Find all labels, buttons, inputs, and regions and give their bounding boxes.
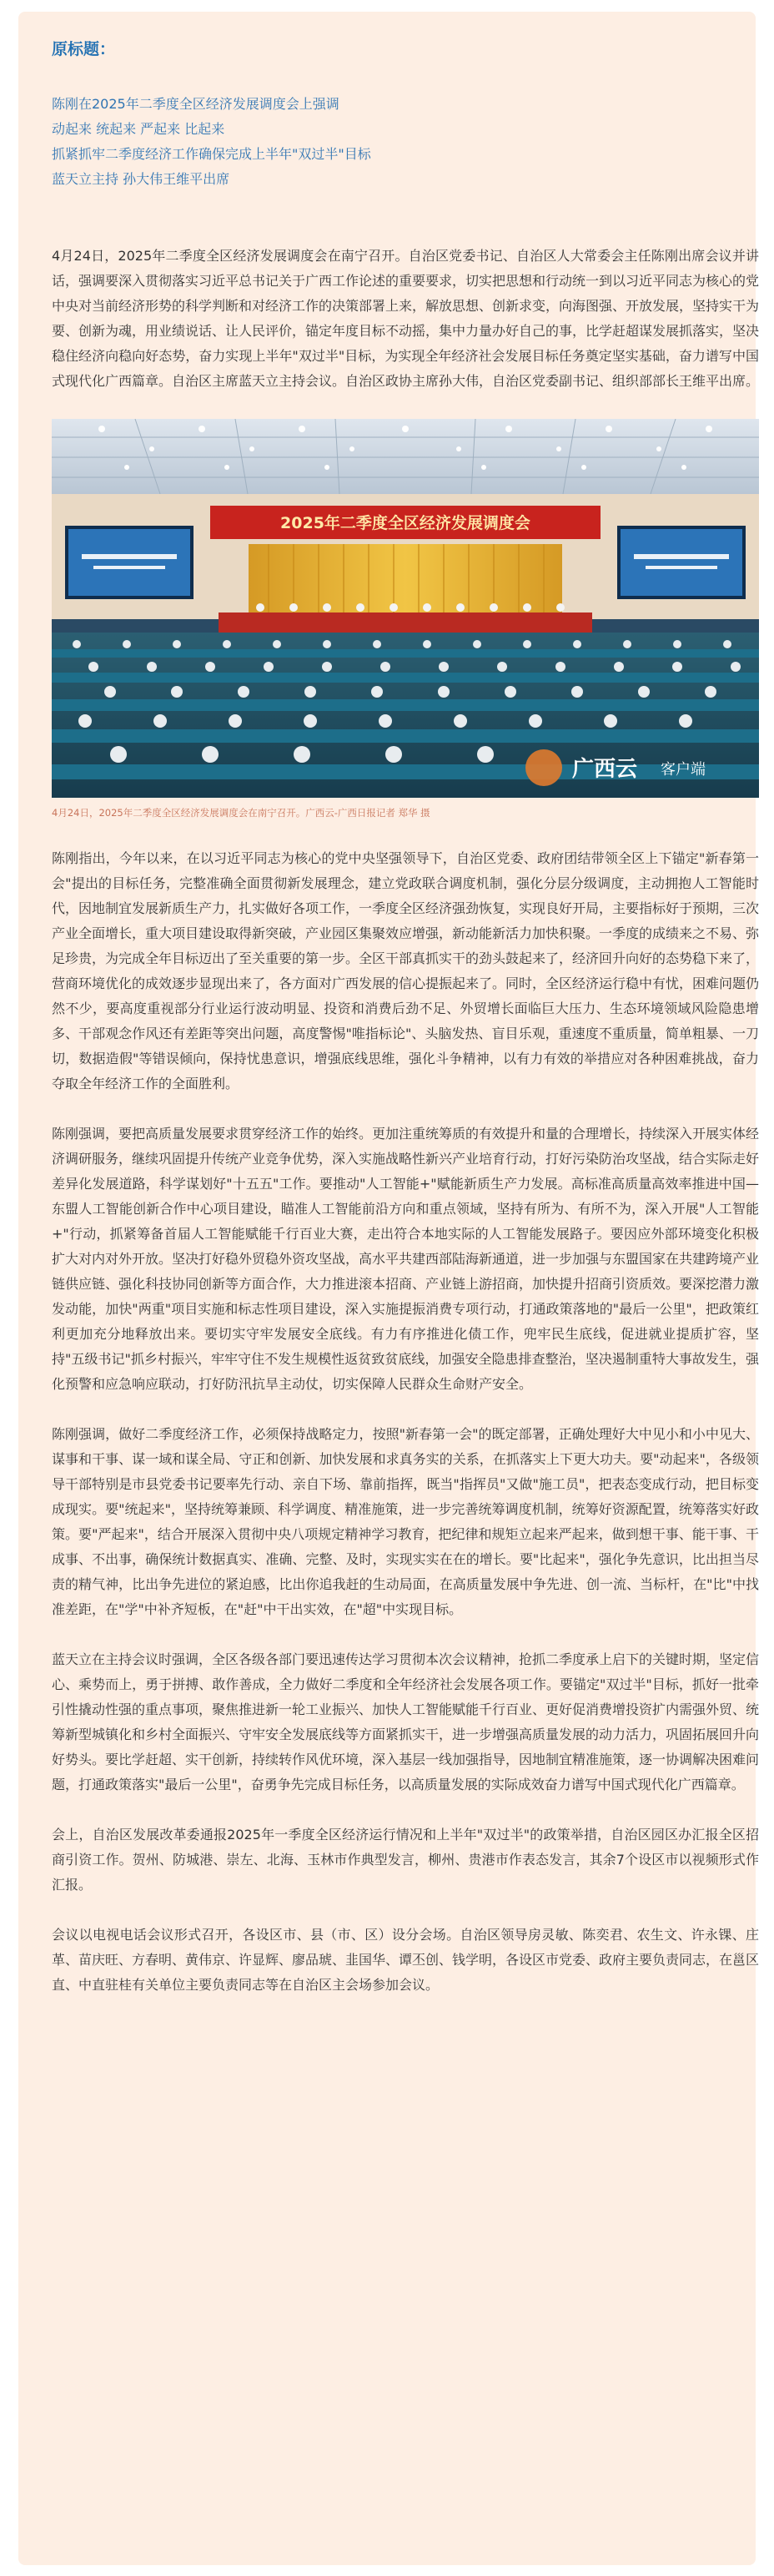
original-title-label: 原标题： xyxy=(52,40,116,58)
banner-text: 2025年二季度全区经济发展调度会 xyxy=(280,514,530,532)
paragraph-intro: 4月24日，2025年二季度全区经济发展调度会在南宁召开。自治区党委书记、自治区人大常委会主任陈刚出席会议并讲话，强调要深入贯彻落实习近平总书记关于广西工作论述的重要要求，切实把思想和行动统一到以习近平同志为核心的党中央对当前经济形势的科学判断和对经济工作的决策部署上来，解放思想、创新求变，向海图强、开放发展，坚持实干为要、创新为魂，用业绩说话、让人民评价，锚定年度目标不动摇，集中力量办好自己的事，比学赶超谋发展抓落实，坚决稳住经济向稳向好态势，奋力实现上半年"双过半"目标，为实现全年经济社会发展目标任务奠定坚实基础，奋力谱写中国式现代化广西篇章。自治区主席蓝天立主持会议。自治区政协主席孙大伟，自治区党委副书记、组织部部长王维平出席。 xyxy=(52,248,760,389)
watermark-text: 广西云 xyxy=(572,757,638,782)
paragraph-requirements: 陈刚强调，做好二季度经济工作，必须保持战略定力，按照"新春第一会"的既定部署，正确处理好大中见小和小中见大、谋事和干事、谋一域和谋全局、守正和创新、加快发展和求真务实的关系，在抓落实上下更大功夫。要"动起来"，各级领导干部特别是市县党委书记要率先行动、亲自下场、靠前指挥，既当"指挥员"又做"施工员"，把表态变成行动，把目标变成现实。要"统起来"，坚持统筹兼顾、科学调度、精准施策，进一步完善统筹调度机制，统筹好资源配置，统筹落实好政策。要"严起来"，结合开展深入贯彻中央八项规定精神学习教育，把纪律和规矩立起来严起来，做到想干事、能干事、干成事、不出事，确保统计数据真实、准确、完整、及时，实现实实在在的增长。要"比起来"，强化争先意识，比出担当尽责的精气神，比出争先进位的紧迫感，比出你追我赶的生动局面，在高质量发展中争先进、创一流、当标杆，在"比"中找准差距，在"学"中补齐短板，在"赶"中干出实效，在"超"中实现目标。 xyxy=(52,1426,759,1617)
article-content xyxy=(52,37,759,1998)
right-screen xyxy=(619,527,744,597)
original-title-lines xyxy=(52,92,759,192)
subtitle-line: 陈刚在2025年二季度全区经济发展调度会上强调 xyxy=(52,96,339,112)
watermark-sub-text: 客户端 xyxy=(661,761,706,779)
left-screen xyxy=(67,527,192,597)
subtitle-line: 蓝天立主持 孙大伟王维平出席 xyxy=(52,171,230,187)
paragraph-host-remarks: 蓝天立在主持会议时强调，全区各级各部门要迅速传达学习贯彻本次会议精神，抢抓二季度承上启下的关键时期，坚定信心、乘势而上，勇于拼搏、敢作善成，全力做好二季度和全年经济社会发展各项工作。要锚定"双过半"目标，抓好一批牵引性撬动性强的重点事项，聚焦推进新一轮工业振兴、加快人工智能赋能千行百业、更好促消费增投资扩内需强外贸、统筹新型城镇化和乡村全面振兴、守牢安全发展底线等方面紧抓实干，进一步增强高质量发展的动力活力，巩固拓展回升向好势头。要比学赶超、实干创新，持续转作风优环境，深入基层一线加强指导，因地制宜精准施策，逐一协调解决困难问题，打通政策落实"最后一公里"，奋勇争先完成目标任务，以高质量发展的实际成效奋力谱写中国式现代化广西篇章。 xyxy=(52,1651,760,1792)
photo-caption: 4月24日，2025年二季度全区经济发展调度会在南宁召开。广西云-广西日报记者 郑华 摄 xyxy=(52,807,430,819)
meeting-hall-illustration xyxy=(52,419,759,798)
article-card xyxy=(18,12,760,2565)
rostrum xyxy=(219,612,592,633)
subtitle-line: 动起来 统起来 严起来 比起来 xyxy=(52,121,225,137)
paragraph-attendees: 会议以电视电话会议形式召开，各设区市、县（市、区）设分会场。自治区领导房灵敏、陈奕君、农生文、许永锞、庄革、苗庆旺、方春明、黄伟京、许显辉、廖品琥、韭国华、谭丕创、钱学明，各设区市党委、政府主要负责同志，在邕区直、中直驻桂有关单位主要负责同志等在自治区主会场参加会议。 xyxy=(52,1927,760,1993)
paragraph-development: 陈刚强调，要把高质量发展要求贯穿经济工作的始终。更加注重统筹质的有效提升和量的合理增长，持续深入开展实体经济调研服务，继续巩固提升传统产业竞争优势，深入实施战略性新兴产业培育行动，打好污染防治攻坚战，结合实际走好差异化发展道路，科学谋划好"十五五"工作。要推动"人工智能+"赋能新质生产力发展。高标准高质量高效率推进中国—东盟人工智能创新合作中心项目建设，瞄准人工智能前沿方向和重点领域，坚持有所为、有所不为，深入开展"人工智能+"行动，抓紧筹备首届人工智能赋能千行百业大赛，走出符合本地实际的人工智能发展路子。要因应外部环境变化积极扩大对内对外开放。坚决打好稳外贸稳外资攻坚战，高水平共建西部陆海新通道，进一步加强与东盟国家在共建跨境产业链供应链、强化科技协同创新等方面合作，大力推进滚本招商、产业链上游招商，加快提升招商引资质效。要深挖潜力激发动能，加快"两重"项目实施和标志性项目建设，深入实施提振消费专项行动，打通政策落地的"最后一公里"，把政策红利更加充分地释放出来。要切实守牢发展安全底线。有力有序推进化债工作，兜牢民生底线，促进就业提质扩容，坚持"五级书记"抓乡村振兴，牢牢守住不发生规模性返贫致贫底线，加强安全隐患排查整治，坚决遏制重特大事故发生，强化预警和应急响应联动，打好防汛抗旱主动仗，切实保障人民群众生命财产安全。 xyxy=(52,1126,760,1392)
meeting-photo xyxy=(52,419,759,798)
stage-curtain xyxy=(249,544,562,624)
subtitle-line: 抓紧抓牢二季度经济工作确保完成上半年"双过半"目标 xyxy=(52,146,371,162)
watermark-logo-icon xyxy=(525,749,562,786)
paragraph-reports: 会上，自治区发展改革委通报2025年一季度全区经济运行情况和上半年"双过半"的政策举措，自治区园区办汇报全区招商引资工作。贺州、防城港、崇左、北海、玉林市作典型发言，柳州、贵港市作表态发言，其余7个设区市以视频形式作汇报。 xyxy=(52,1827,759,1893)
paragraph-situation: 陈刚指出，今年以来，在以习近平同志为核心的党中央坚强领导下，自治区党委、政府团结带领全区上下锚定"新春第一会"提出的目标任务，完整准确全面贯彻新发展理念，建立党政联合调度机制，强化分层分级调度，主动拥抱人工智能时代，因地制宜发展新质生产力，扎实做好各项工作，一季度全区经济强劲恢复，实现良好开局，主要指标好于预期，三次产业全面增长，重大项目建设取得新突破，产业园区集聚效应增强，新动能新活力加快积聚。一季度的成绩来之不易、弥足珍贵，为完成全年目标迈出了至关重要的第一步。全区干部真抓实干的劲头鼓起来了，经济回升向好的态势稳下来了，营商环境优化的成效逐步显现出来了，各方面对广西发展的信心提振起来了。同时，全区经济运行稳中有忧，困难问题仍然不少，要高度重视部分行业运行波动明显、投资和消费后劲不足、外贸增长面临巨大压力、生态环境领域风险隐患增多、干部观念作风还有差距等突出问题，高度警惕"唯指标论"、头脑发热、盲目乐观，重速度不重质量，简单粗暴、一刀切，数据造假"等错误倾向，保持忧患意识，增强底线思维，强化斗争精神，以有力有效的举措应对各种困难挑战，奋力夺取全年经济工作的全面胜利。 xyxy=(52,850,760,1091)
